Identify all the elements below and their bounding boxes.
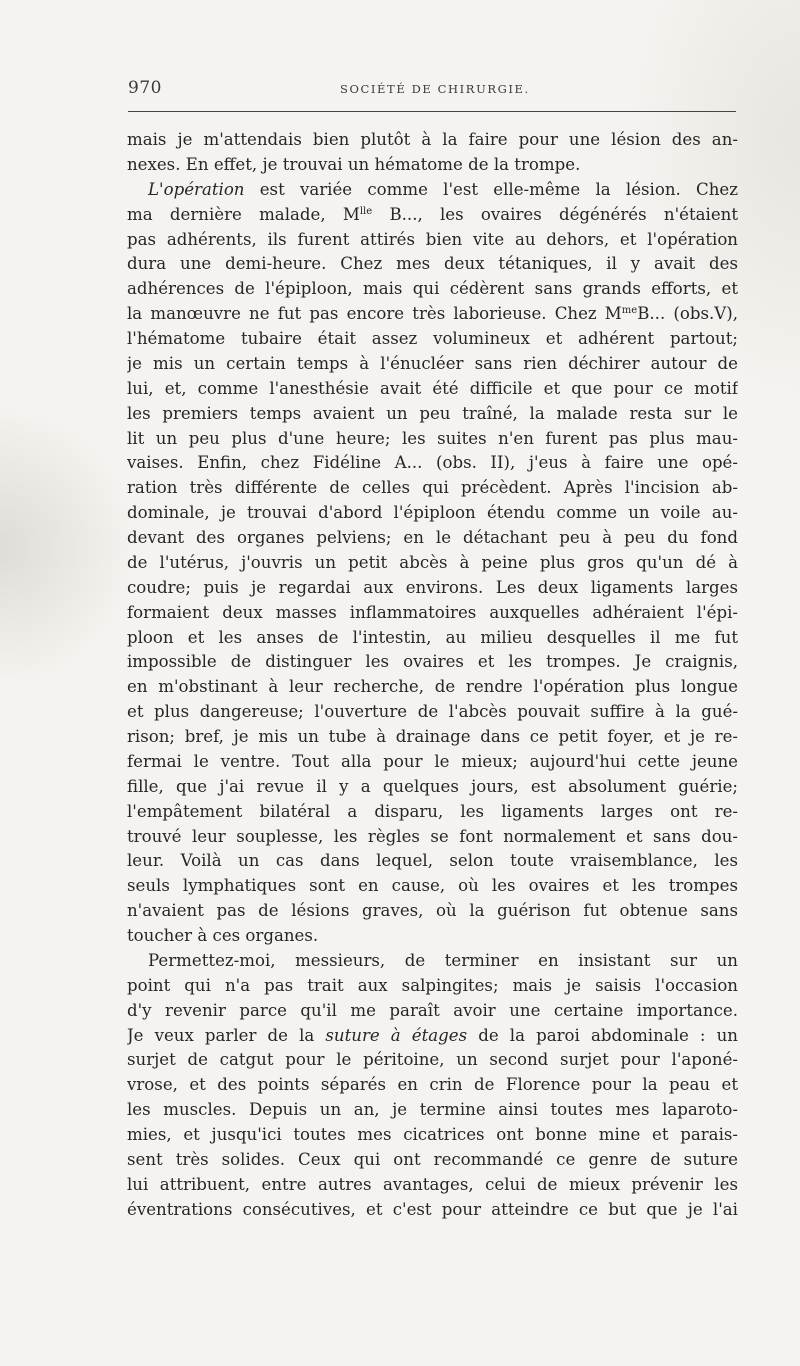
text-line: sent très solides. Ceux qui ont recommandé ce genre de suture xyxy=(127,1149,738,1169)
text-line: lit un peu plus d'une heure; les suites n'en furent pas plus mau- xyxy=(127,428,738,448)
page-number: 970 xyxy=(128,78,162,98)
text-line: toucher à ces organes. xyxy=(127,926,319,945)
text-line: impossible de distinguer les ovaires et les trompes. Je craignis, xyxy=(127,652,738,672)
text-line: dominale, je trouvai d'abord l'épiploon étendu comme un voile au- xyxy=(127,503,738,523)
text-line xyxy=(127,1024,738,1049)
body-text xyxy=(127,128,738,1223)
journal-title: SOCIÉTÉ DE CHIRURGIE. xyxy=(340,82,530,96)
text-line: rison; bref, je mis un tube à drainage dans ce petit foyer, et je re- xyxy=(127,727,738,746)
text-line: l'hématome tubaire était assez volumineux et adhérent partout; xyxy=(127,329,738,348)
text-line: ploon et les anses de l'intestin, au milieu desquelles il me fut xyxy=(127,627,738,647)
emphasis-operation: L'opération xyxy=(148,179,245,199)
header-rule xyxy=(128,111,736,112)
text-fragment: est variée comme l'est elle-même la lésion. Chez xyxy=(259,179,738,199)
text-line: je mis un certain temps à l'énucléer sans rien déchirer autour de xyxy=(127,353,738,373)
text-line: dura une demi-heure. Chez mes deux tétaniques, il y avait des xyxy=(127,254,738,274)
text-line: leur. Voilà un cas dans lequel, selon toute vraisemblance, les xyxy=(127,851,738,871)
text-line: mais je m'attendais bien plutôt à la faire pour une lésion des an- xyxy=(127,130,738,149)
text-fragment: B... (obs.V), xyxy=(637,304,738,324)
text-line: coudre; puis je regardai aux environs. Les deux ligaments larges xyxy=(127,577,738,597)
text-line: vrose, et des points séparés en crin de Florence pour la peau et xyxy=(127,1075,738,1095)
text-line: les premiers temps avaient un peu traîné, la malade resta sur le xyxy=(127,403,738,423)
text-line: d'y revenir parce qu'il me paraît avoir une certaine importance. xyxy=(127,1000,738,1020)
text-line: n'avaient pas de lésions graves, où la guérison fut obtenue sans xyxy=(127,901,738,921)
text-line: fermai le ventre. Tout alla pour le mieux; aujourd'hui cette jeune xyxy=(127,751,738,771)
text-line: surjet de catgut pour le péritoine, un second surjet pour l'aponé- xyxy=(127,1050,738,1070)
text-line: l'empâtement bilatéral a disparu, les ligaments larges ont re- xyxy=(127,801,738,821)
emphasis-suture: suture à étages xyxy=(325,1025,468,1045)
text-line: mies, et jusqu'ici toutes mes cicatrices ont bonne mine et parais- xyxy=(127,1125,738,1144)
text-line: pas adhérents, ils furent attirés bien vite au dehors, et l'opération xyxy=(127,229,738,249)
text-line: en m'obstinant à leur recherche, de rendre l'opération plus longue xyxy=(127,677,738,697)
text-line: adhérences de l'épiploon, mais qui cédèrent sans grands efforts, et xyxy=(127,279,738,299)
text-line: vaises. Enfin, chez Fidéline A... (obs. II), j'eus à faire une opé- xyxy=(127,453,738,473)
text-line: trouvé leur souplesse, les règles se font normalement et sans dou- xyxy=(127,826,738,846)
text-line xyxy=(127,178,738,203)
text-line: lui, et, comme l'anesthésie avait été difficile et que pour ce motif xyxy=(127,378,738,398)
text-line: éventrations consécutives, et c'est pour atteindre ce but que je l'ai xyxy=(127,1199,738,1219)
text-line: seuls lymphatiques sont en cause, où les ovaires et les trompes xyxy=(127,876,738,896)
text-fragment: de la paroi abdominale : un xyxy=(478,1025,738,1045)
text-line: formaient deux masses inflammatoires auxquelles adhéraient l'épi- xyxy=(127,602,738,622)
text-line: devant des organes pelviens; en le détachant peu à peu du fond xyxy=(127,528,738,547)
text-line: de l'utérus, j'ouvris un petit abcès à peine plus gros qu'un dé à xyxy=(127,552,738,572)
text-line xyxy=(127,203,738,228)
text-line: fille, que j'ai revue il y a quelques jours, est absolument guérie; xyxy=(127,776,738,796)
text-line: Permettez-moi, messieurs, de terminer en insistant sur un xyxy=(148,950,738,970)
text-fragment: B..., les ovaires dégénérés n'étaient xyxy=(389,204,738,224)
text-line xyxy=(127,302,738,327)
text-line: et plus dangereuse; l'ouverture de l'abcès pouvait suffire à la gué- xyxy=(127,702,738,722)
text-line: les muscles. Depuis un an, je termine ainsi toutes mes laparoto- xyxy=(127,1100,738,1120)
text-line: ration très différente de celles qui précèdent. Après l'incision ab- xyxy=(127,478,738,498)
text-line: point qui n'a pas trait aux salpingites; mais je saisis l'occasion xyxy=(127,975,738,995)
text-line: nexes. En effet, je trouvai un hématome de la trompe. xyxy=(127,154,581,174)
text-line: lui attribuent, entre autres avantages, celui de mieux prévenir les xyxy=(127,1174,738,1194)
superscript-mlle: lle xyxy=(359,205,373,217)
text-fragment: ma dernière malade, M xyxy=(127,204,360,224)
superscript-mme: me xyxy=(621,305,638,317)
text-fragment: Je veux parler de la xyxy=(127,1025,315,1045)
text-fragment: la manœuvre ne fut pas encore très laborieuse. Chez M xyxy=(127,304,622,324)
running-head xyxy=(128,78,736,100)
